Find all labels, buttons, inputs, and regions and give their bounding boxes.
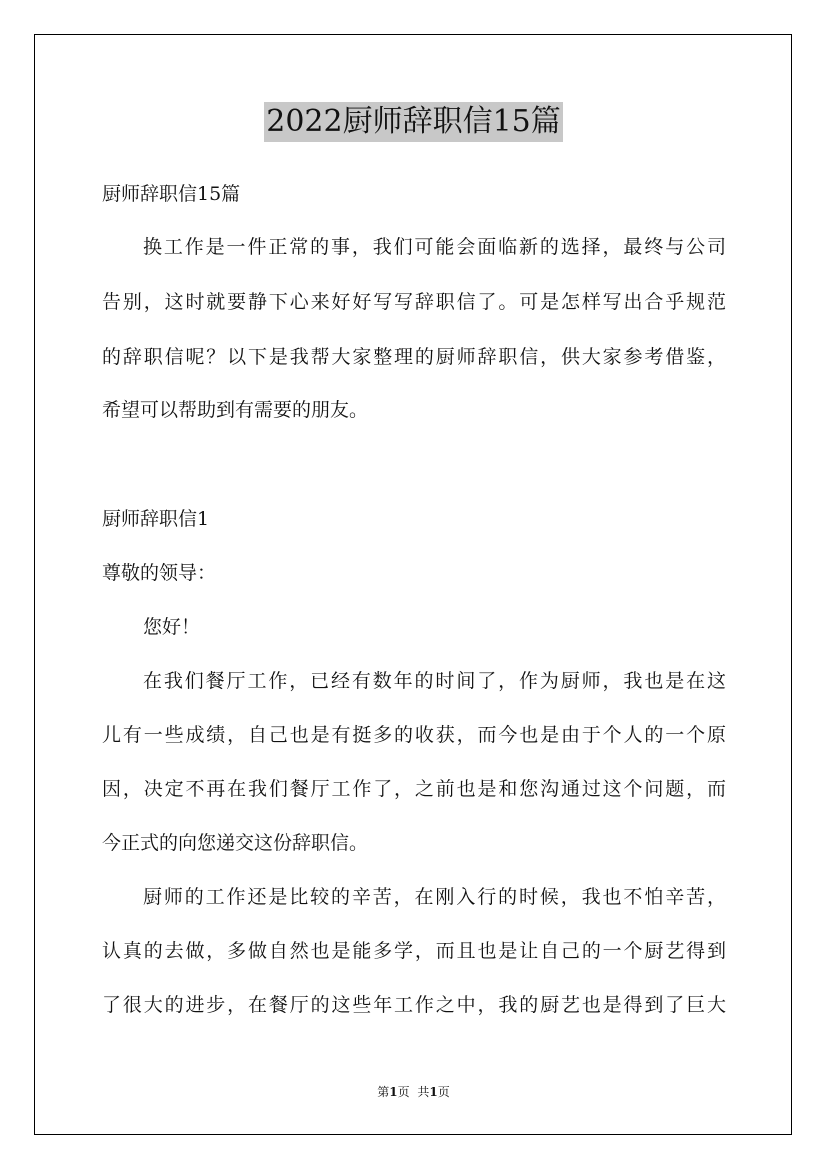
page-number: 1	[389, 1085, 398, 1099]
intro-line-4: 希望可以帮助到有需要的朋友。	[102, 399, 369, 421]
intro-line-2: 告别，这时就要静下心来好好写写辞职信了。可是怎样写出合乎规范	[102, 291, 726, 313]
total-pages: 1	[429, 1085, 438, 1099]
title-container	[0, 102, 827, 142]
para1-line-2: 儿有一些成绩，自己也是有挺多的收获，而今也是由于个人的一个原	[102, 724, 726, 746]
salutation: 尊敬的领导：	[102, 562, 217, 584]
total-suffix: 页	[437, 1085, 450, 1099]
intro-line-1: 换工作是一件正常的事，我们可能会面临新的选择，最终与公司	[143, 236, 726, 258]
para1-line-1: 在我们餐厅工作，已经有数年的时间了，作为厨师，我也是在这	[143, 670, 726, 692]
intro-line-3: 的辞职信呢？以下是我帮大家整理的厨师辞职信，供大家参考借鉴，	[102, 346, 726, 368]
page-footer	[0, 1084, 827, 1100]
document-title: 2022厨师辞职信15篇	[264, 102, 563, 142]
letter-heading: 厨师辞职信1	[102, 508, 210, 530]
para1-line-3: 因，决定不再在我们餐厅工作了，之前也是和您沟通过这个问题，而	[102, 778, 726, 800]
document-subtitle: 厨师辞职信15篇	[102, 183, 241, 205]
para2-line-3: 了很大的进步，在餐厅的这些年工作之中，我的厨艺也是得到了巨大	[102, 994, 726, 1016]
page-suffix: 页	[397, 1085, 410, 1099]
para2-line-2: 认真的去做，多做自然也是能多学，而且也是让自己的一个厨艺得到	[102, 940, 726, 962]
page-prefix: 第	[377, 1085, 390, 1099]
total-prefix: 共	[417, 1085, 430, 1099]
para2-line-1: 厨师的工作还是比较的辛苦，在刚入行的时候，我也不怕辛苦，	[143, 886, 726, 908]
greeting: 您好！	[143, 616, 201, 638]
para1-line-4: 今正式的向您递交这份辞职信。	[102, 832, 369, 854]
